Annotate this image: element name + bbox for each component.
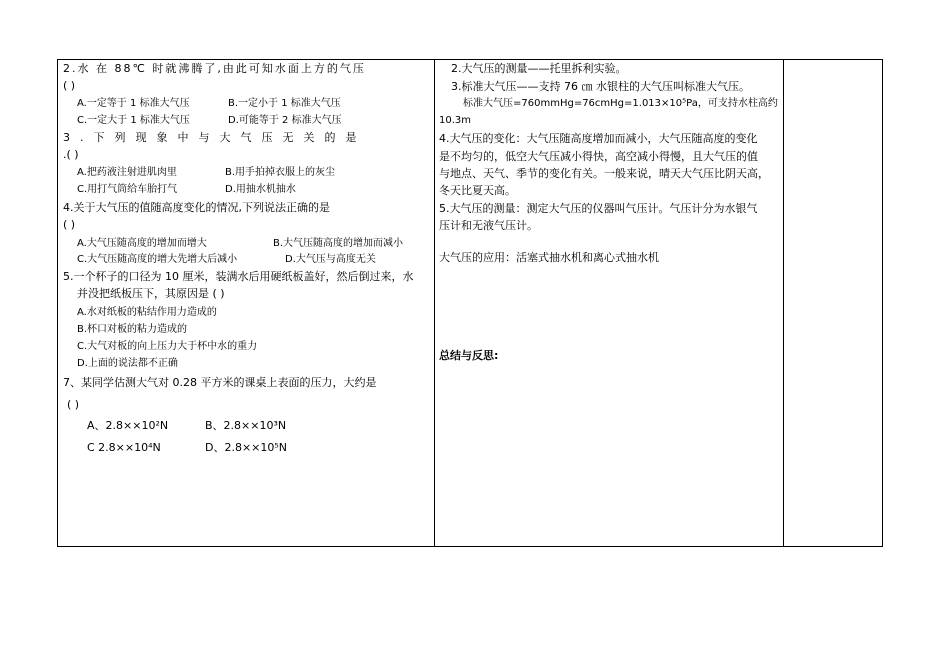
q4-answer-paren: ( ) — [63, 218, 76, 231]
worksheet-table — [57, 59, 883, 547]
q7-option-b: B、2.8××10³N — [205, 419, 287, 432]
q2-stem: 2.水 在 88℃ 时就沸腾了,由此可知水面上方的气压 — [63, 62, 366, 75]
q2-answer-paren: ( ) — [63, 79, 76, 92]
q4-option-b: B.大气压随高度的增加而减小 — [273, 238, 404, 249]
q5-option-d: D.上面的说法都不正确 — [77, 358, 178, 369]
q2-option-b: B.一定小于 1 标准大气压 — [228, 98, 341, 109]
knowledge-point-5-line2: 压计和无液气压计。 — [439, 219, 538, 232]
pressure-applications: 大气压的应用：活塞式抽水机和离心式抽水机 — [439, 251, 659, 264]
knowledge-point-2: 2.大气压的测量——托里拆利实验。 — [451, 62, 627, 75]
knowledge-point-5-line1: 5.大气压的测量：测定大气压的仪器叫气压计。气压计分为水银气 — [439, 202, 758, 215]
q7-option-c: C 2.8××10⁴N — [87, 441, 161, 454]
q2-option-d: D.可能等于 2 标准大气压 — [228, 115, 342, 126]
column-divider-left — [434, 60, 435, 546]
q2-option-c: C.一定大于 1 标准大气压 — [77, 115, 190, 126]
q4-option-c: C.大气压随高度的增大先增大后减小 — [77, 254, 238, 265]
q3-stem: 3.下列现象中与大气压无关的是 — [63, 131, 367, 144]
q5-stem-cont: 并没把纸板压下，其原因是 ( ) — [77, 287, 225, 300]
q7-answer-paren: ( ) — [67, 398, 80, 411]
q5-option-a: A.水对纸板的粘结作用力造成的 — [77, 307, 217, 318]
q5-stem: 5.一个杯子的口径为 10 厘米，装满水后用硬纸板盖好，然后倒过来，水 — [63, 270, 414, 283]
knowledge-point-3: 3.标准大气压——支持 76 ㎝ 水银柱的大气压叫标准大气压。 — [451, 80, 750, 93]
knowledge-point-4-line3: 与地点、天气、季节的变化有关。一般来说，晴天大气压比阴天高， — [439, 167, 769, 180]
q3-option-b: B.用手拍掉衣服上的灰尘 — [225, 167, 336, 178]
knowledge-point-4-line4: 冬天比夏天高。 — [439, 184, 516, 197]
q4-option-a: A.大气压随高度的增加而增大 — [77, 238, 207, 249]
knowledge-point-4-line2: 是不均匀的，低空大气压减小得快，高空减小得慢，且大气压的值 — [439, 150, 758, 163]
q5-option-b: B.杯口对板的粘力造成的 — [77, 324, 188, 335]
water-column-height: 10.3m — [439, 115, 472, 126]
column-divider-right — [783, 60, 784, 546]
q3-option-a: A.把药液注射进肌肉里 — [77, 167, 177, 178]
q4-option-d: D.大气压与高度无关 — [285, 254, 376, 265]
q7-option-d: D、2.8××10⁵N — [205, 441, 288, 454]
q2-option-a: A.一定等于 1 标准大气压 — [77, 98, 190, 109]
q7-stem: 7、某同学估测大气对 0.28 平方米的课桌上表面的压力，大约是 — [63, 376, 377, 389]
knowledge-point-4-line1: 4.大气压的变化：大气压随高度增加而减小，大气压随高度的变化 — [439, 132, 758, 145]
standard-pressure-formula: 标准大气压=760mmHg=76cmHg=1.013×10⁵Pa，可支持水柱高约 — [463, 98, 778, 109]
q3-answer-paren: .( ) — [63, 148, 79, 161]
q3-option-d: D.用抽水机抽水 — [225, 184, 296, 195]
q7-option-a: A、2.8××10²N — [87, 419, 169, 432]
q3-option-c: C.用打气筒给车胎打气 — [77, 184, 178, 195]
summary-heading: 总结与反思: — [439, 349, 499, 362]
q5-option-c: C.大气对板的向上压力大于杯中水的重力 — [77, 341, 258, 352]
q4-stem: 4.关于大气压的值随高度变化的情况,下列说法正确的是 — [63, 201, 330, 214]
